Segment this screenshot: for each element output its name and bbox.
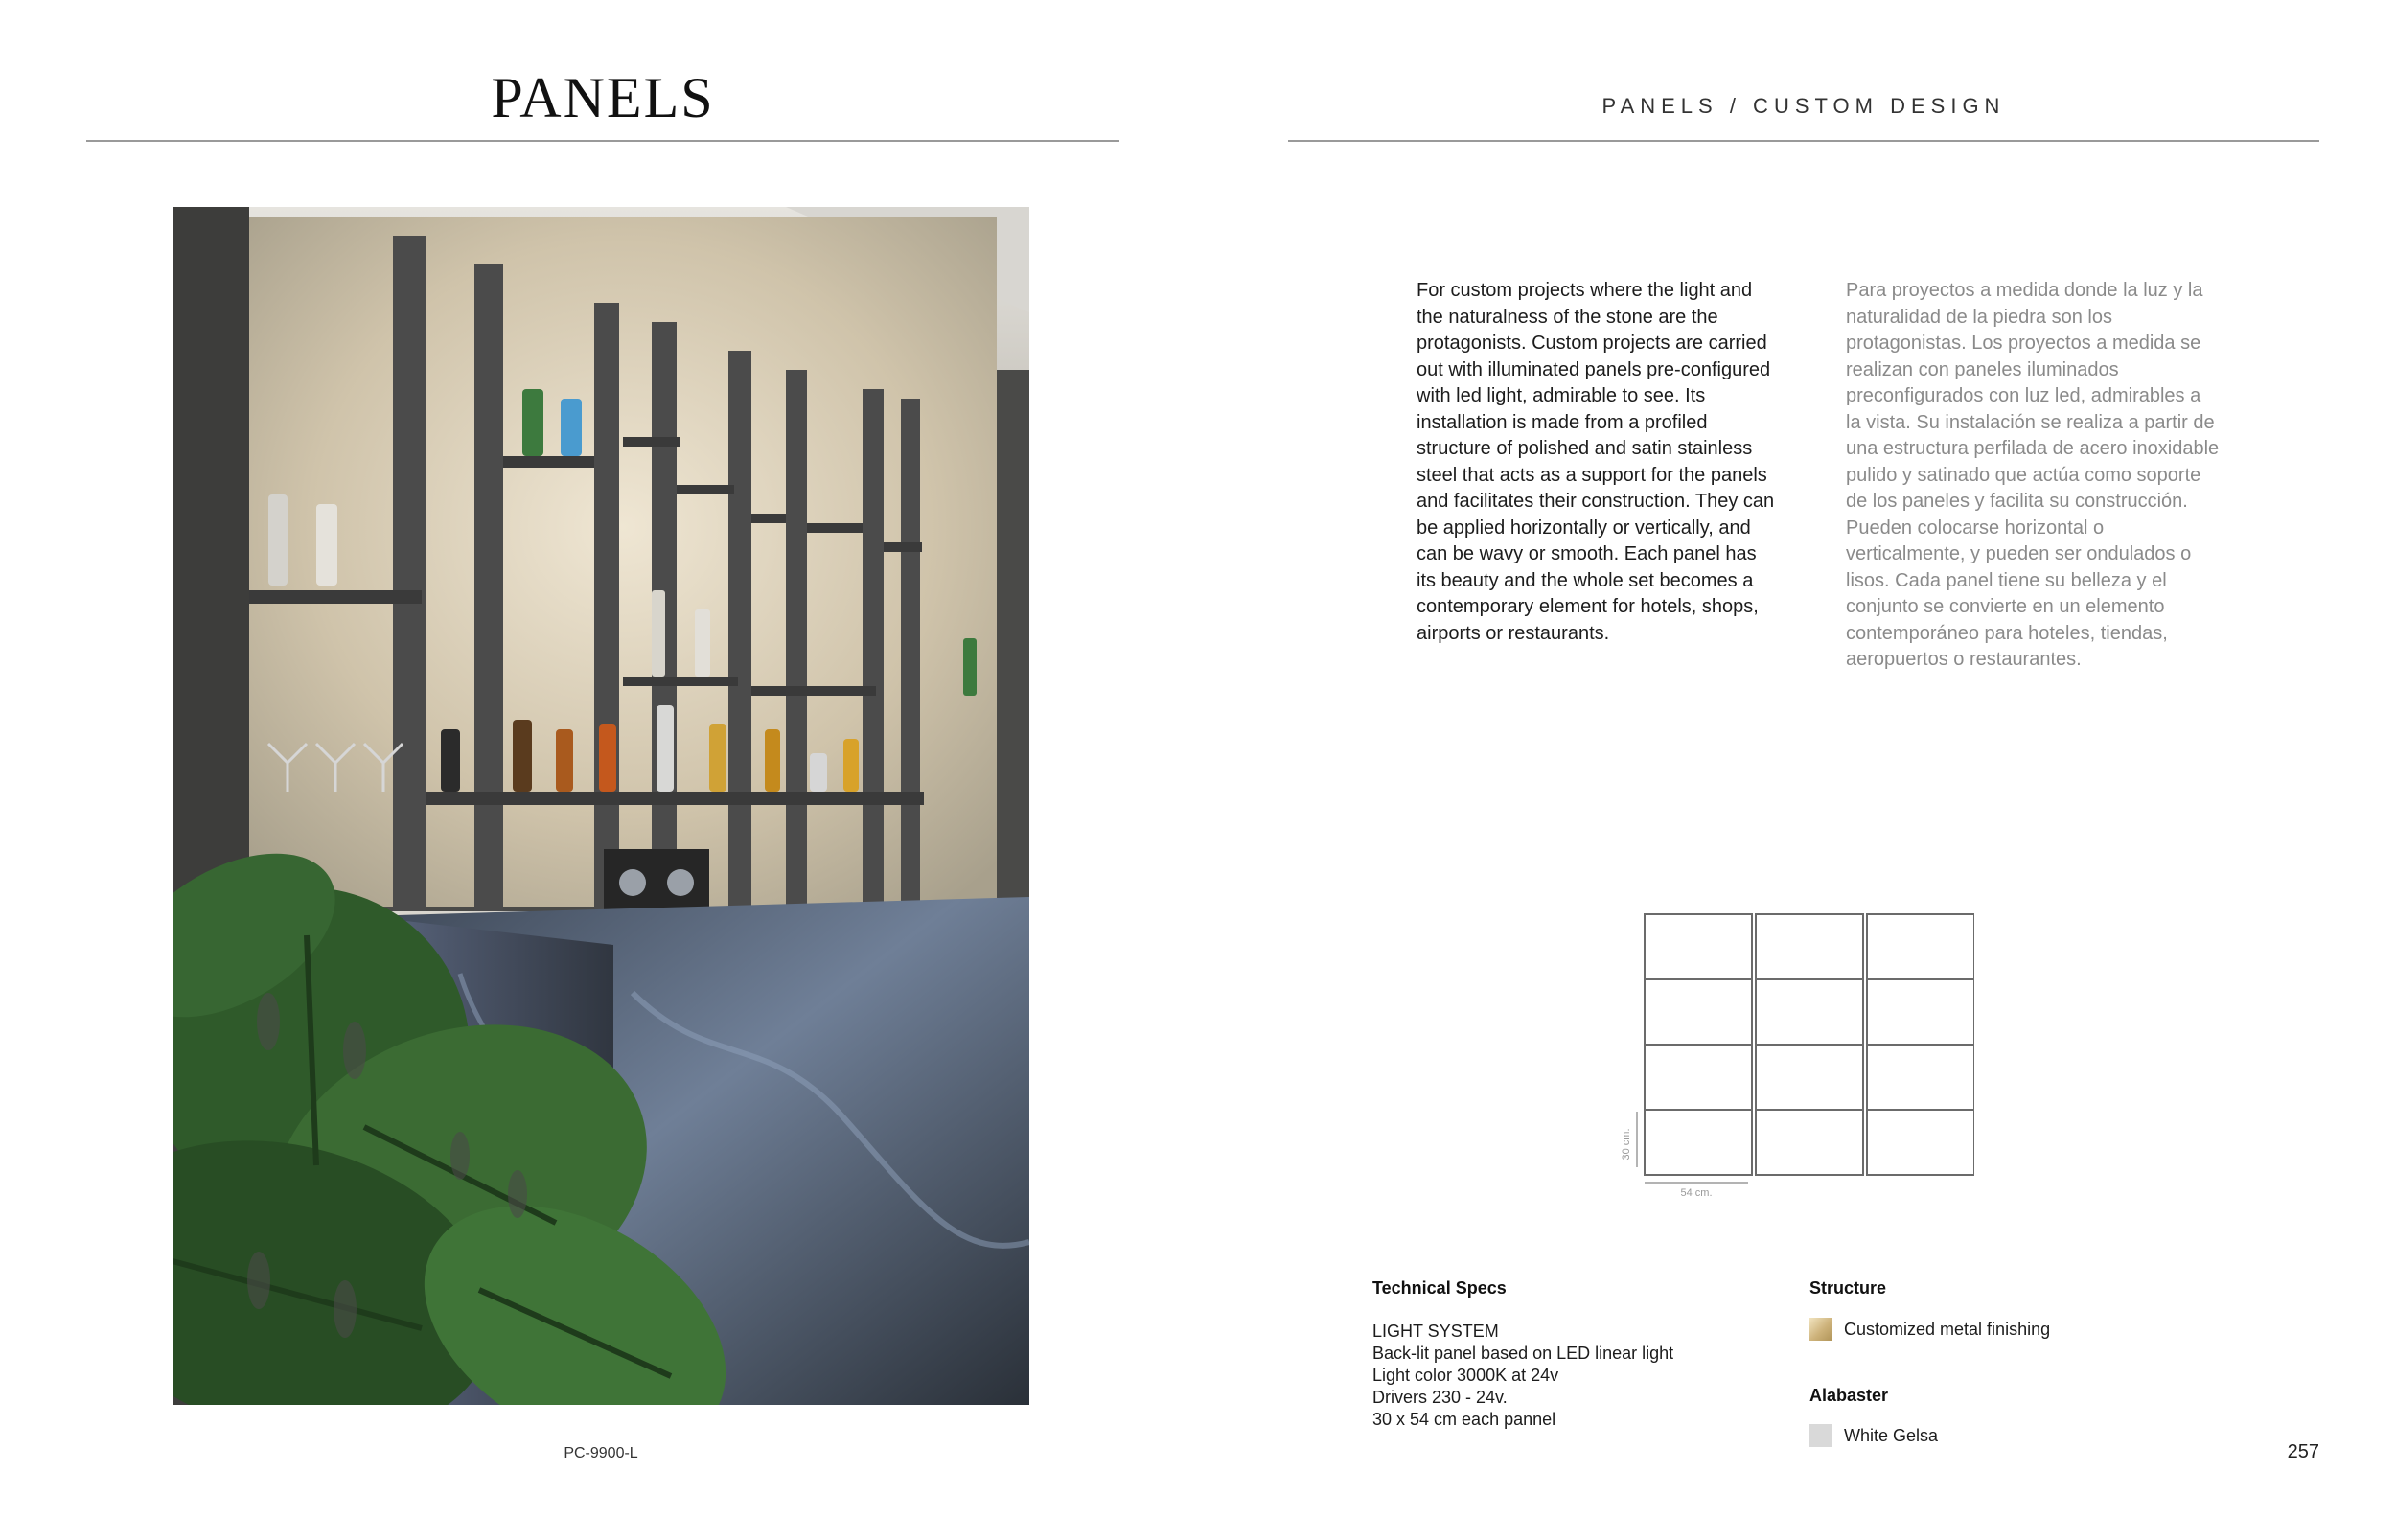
panel-layout-diagram bbox=[1610, 907, 1974, 1204]
spec-line: Drivers 230 - 24v. bbox=[1372, 1388, 1508, 1407]
panel-cell bbox=[1756, 979, 1863, 1045]
structure-heading: Structure bbox=[1809, 1278, 1887, 1298]
width-dimension-label: 54 cm. bbox=[1680, 1187, 1713, 1199]
section-header: PANELS / CUSTOM DESIGN bbox=[1601, 94, 2006, 118]
structure-value: Customized metal finishing bbox=[1844, 1320, 2051, 1339]
panel-grid bbox=[1645, 914, 1974, 1175]
metal-finish-swatch bbox=[1809, 1318, 1832, 1341]
page-title: PANELS bbox=[491, 66, 715, 129]
technical-specs-heading: Technical Specs bbox=[1372, 1278, 1507, 1298]
panel-cell bbox=[1645, 914, 1752, 979]
technical-specs-list bbox=[1372, 1321, 1775, 1431]
panel-cell bbox=[1867, 979, 1974, 1045]
panel-cell bbox=[1756, 914, 1863, 979]
title-divider bbox=[86, 140, 1119, 142]
header-divider bbox=[1288, 140, 2319, 142]
spec-line: LIGHT SYSTEM bbox=[1372, 1322, 1499, 1341]
panel-cell bbox=[1867, 914, 1974, 979]
panel-cell bbox=[1645, 1045, 1752, 1110]
alabaster-heading: Alabaster bbox=[1809, 1386, 1889, 1405]
spec-line: Back-lit panel based on LED linear light bbox=[1372, 1344, 1674, 1363]
height-dimension-label: 30 cm. bbox=[1621, 1128, 1632, 1161]
alabaster-value: White Gelsa bbox=[1844, 1426, 1939, 1445]
panel-cell bbox=[1645, 1110, 1752, 1175]
page-number: 257 bbox=[2287, 1441, 2319, 1462]
bar-installation-photo bbox=[173, 207, 1029, 1405]
alabaster-swatch bbox=[1809, 1424, 1832, 1447]
product-code-caption: PC-9900-L bbox=[564, 1445, 638, 1461]
panel-cell bbox=[1756, 1045, 1863, 1110]
description-english: For custom projects where the light and the naturalness of the stone are the protagonists. Custom projects are carried out with illuminated panels pre-configured with led light, admirable to see. Its installation is made from a profiled structure of polished and satin stainless steel that acts as a support for the panels and facilitates their construction. They can be applied horizontally or vertically, and can be wavy or smooth. Each panel has its beauty and the whole set becomes a contemporary element for hotels, shops, airports or restaurants. bbox=[1417, 280, 1775, 644]
spec-line: 30 x 54 cm each pannel bbox=[1372, 1410, 1556, 1429]
panel-cell bbox=[1645, 979, 1752, 1045]
panel-cell bbox=[1867, 1110, 1974, 1175]
description-spanish: Para proyectos a medida donde la luz y la naturalidad de la piedra son los protagonistas. Los proyectos a medida se realizan con paneles iluminados preconfigurados con luz led, admirables a la vista. Su instalación se realiza a partir de una estructura perfilada de acero inoxidable pulido y satinado que actúa como soporte de los paneles y facilita su construcción. Pueden colocarse horizontal o verticalmente, y pueden ser ondulados o lisos. Cada panel tiene su belleza y el conjunto se convierte en un elemento contemporáneo para hoteles, tiendas, aeropuertos o restaurantes. bbox=[1846, 280, 2220, 670]
panel-cell bbox=[1756, 1110, 1863, 1175]
spec-line: Light color 3000K at 24v bbox=[1372, 1366, 1559, 1385]
panel-cell bbox=[1867, 1045, 1974, 1110]
